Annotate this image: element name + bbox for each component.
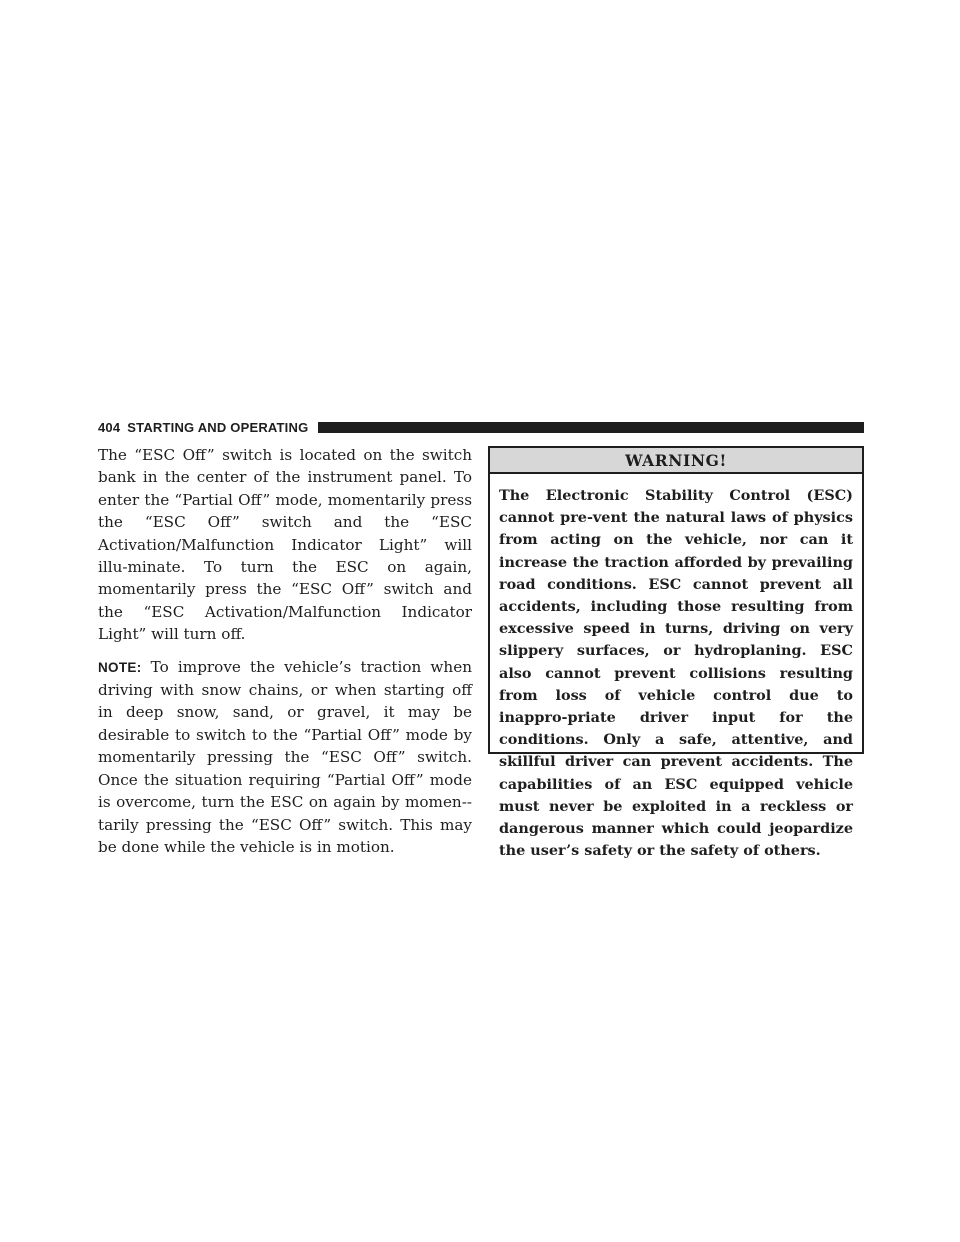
page-number: 404 [98, 419, 121, 435]
note-text: To improve the vehicle’s traction when driving with snow chains, or when starting off in deep snow, sand, or gravel, it may be desirable to switch to the “Partial Off” mode by momentarily pressing the “ESC Off” switch. Once the situation requiring “Partial Off” mode is overcome, turn the ESC on again by momen-tarily pressing the “ESC Off” switch. This may be done while the vehicle is in motion. [98, 657, 472, 856]
header-rule [318, 422, 864, 433]
warning-body: The Electronic Stability Control (ESC) cannot pre-vent the natural laws of physics from acting on the vehicle, nor can it increase the traction afforded by prevailing road conditions. ESC cannot prevent all accidents, including those resulting from excessive speed in turns, driving on very slippery surfaces, or hydroplaning. ESC also cannot prevent collisions resulting from loss of vehicle control due to inappro-priate driver input for the conditions. Only a safe, attentive, and skillful driver can prevent accidents. The capabilities of an ESC equipped vehicle must never be exploited in a reckless or dangerous manner which could jeopardize the user’s safety or the safety of others. [499, 487, 853, 860]
warning-box [488, 446, 864, 860]
warning-title: WARNING! [490, 448, 862, 474]
esc-off-paragraph: The “ESC Off” switch is located on the switch bank in the center of the instrument panel. To enter the “Partial Off” mode, momentarily press the “ESC Off” switch and the “ESC Activation/Malfunction Indicator Light” will illu-minate. To turn the ESC on again, momentarily press the “ESC Off” switch and the “ESC Activation/Malfunction Indicator Light” will turn off. [98, 446, 472, 644]
note-paragraph [98, 656, 472, 859]
note-label: NOTE: [98, 659, 142, 675]
page-header [98, 417, 864, 437]
section-title: STARTING AND OPERATING [127, 419, 309, 435]
body-text-column [98, 444, 472, 868]
